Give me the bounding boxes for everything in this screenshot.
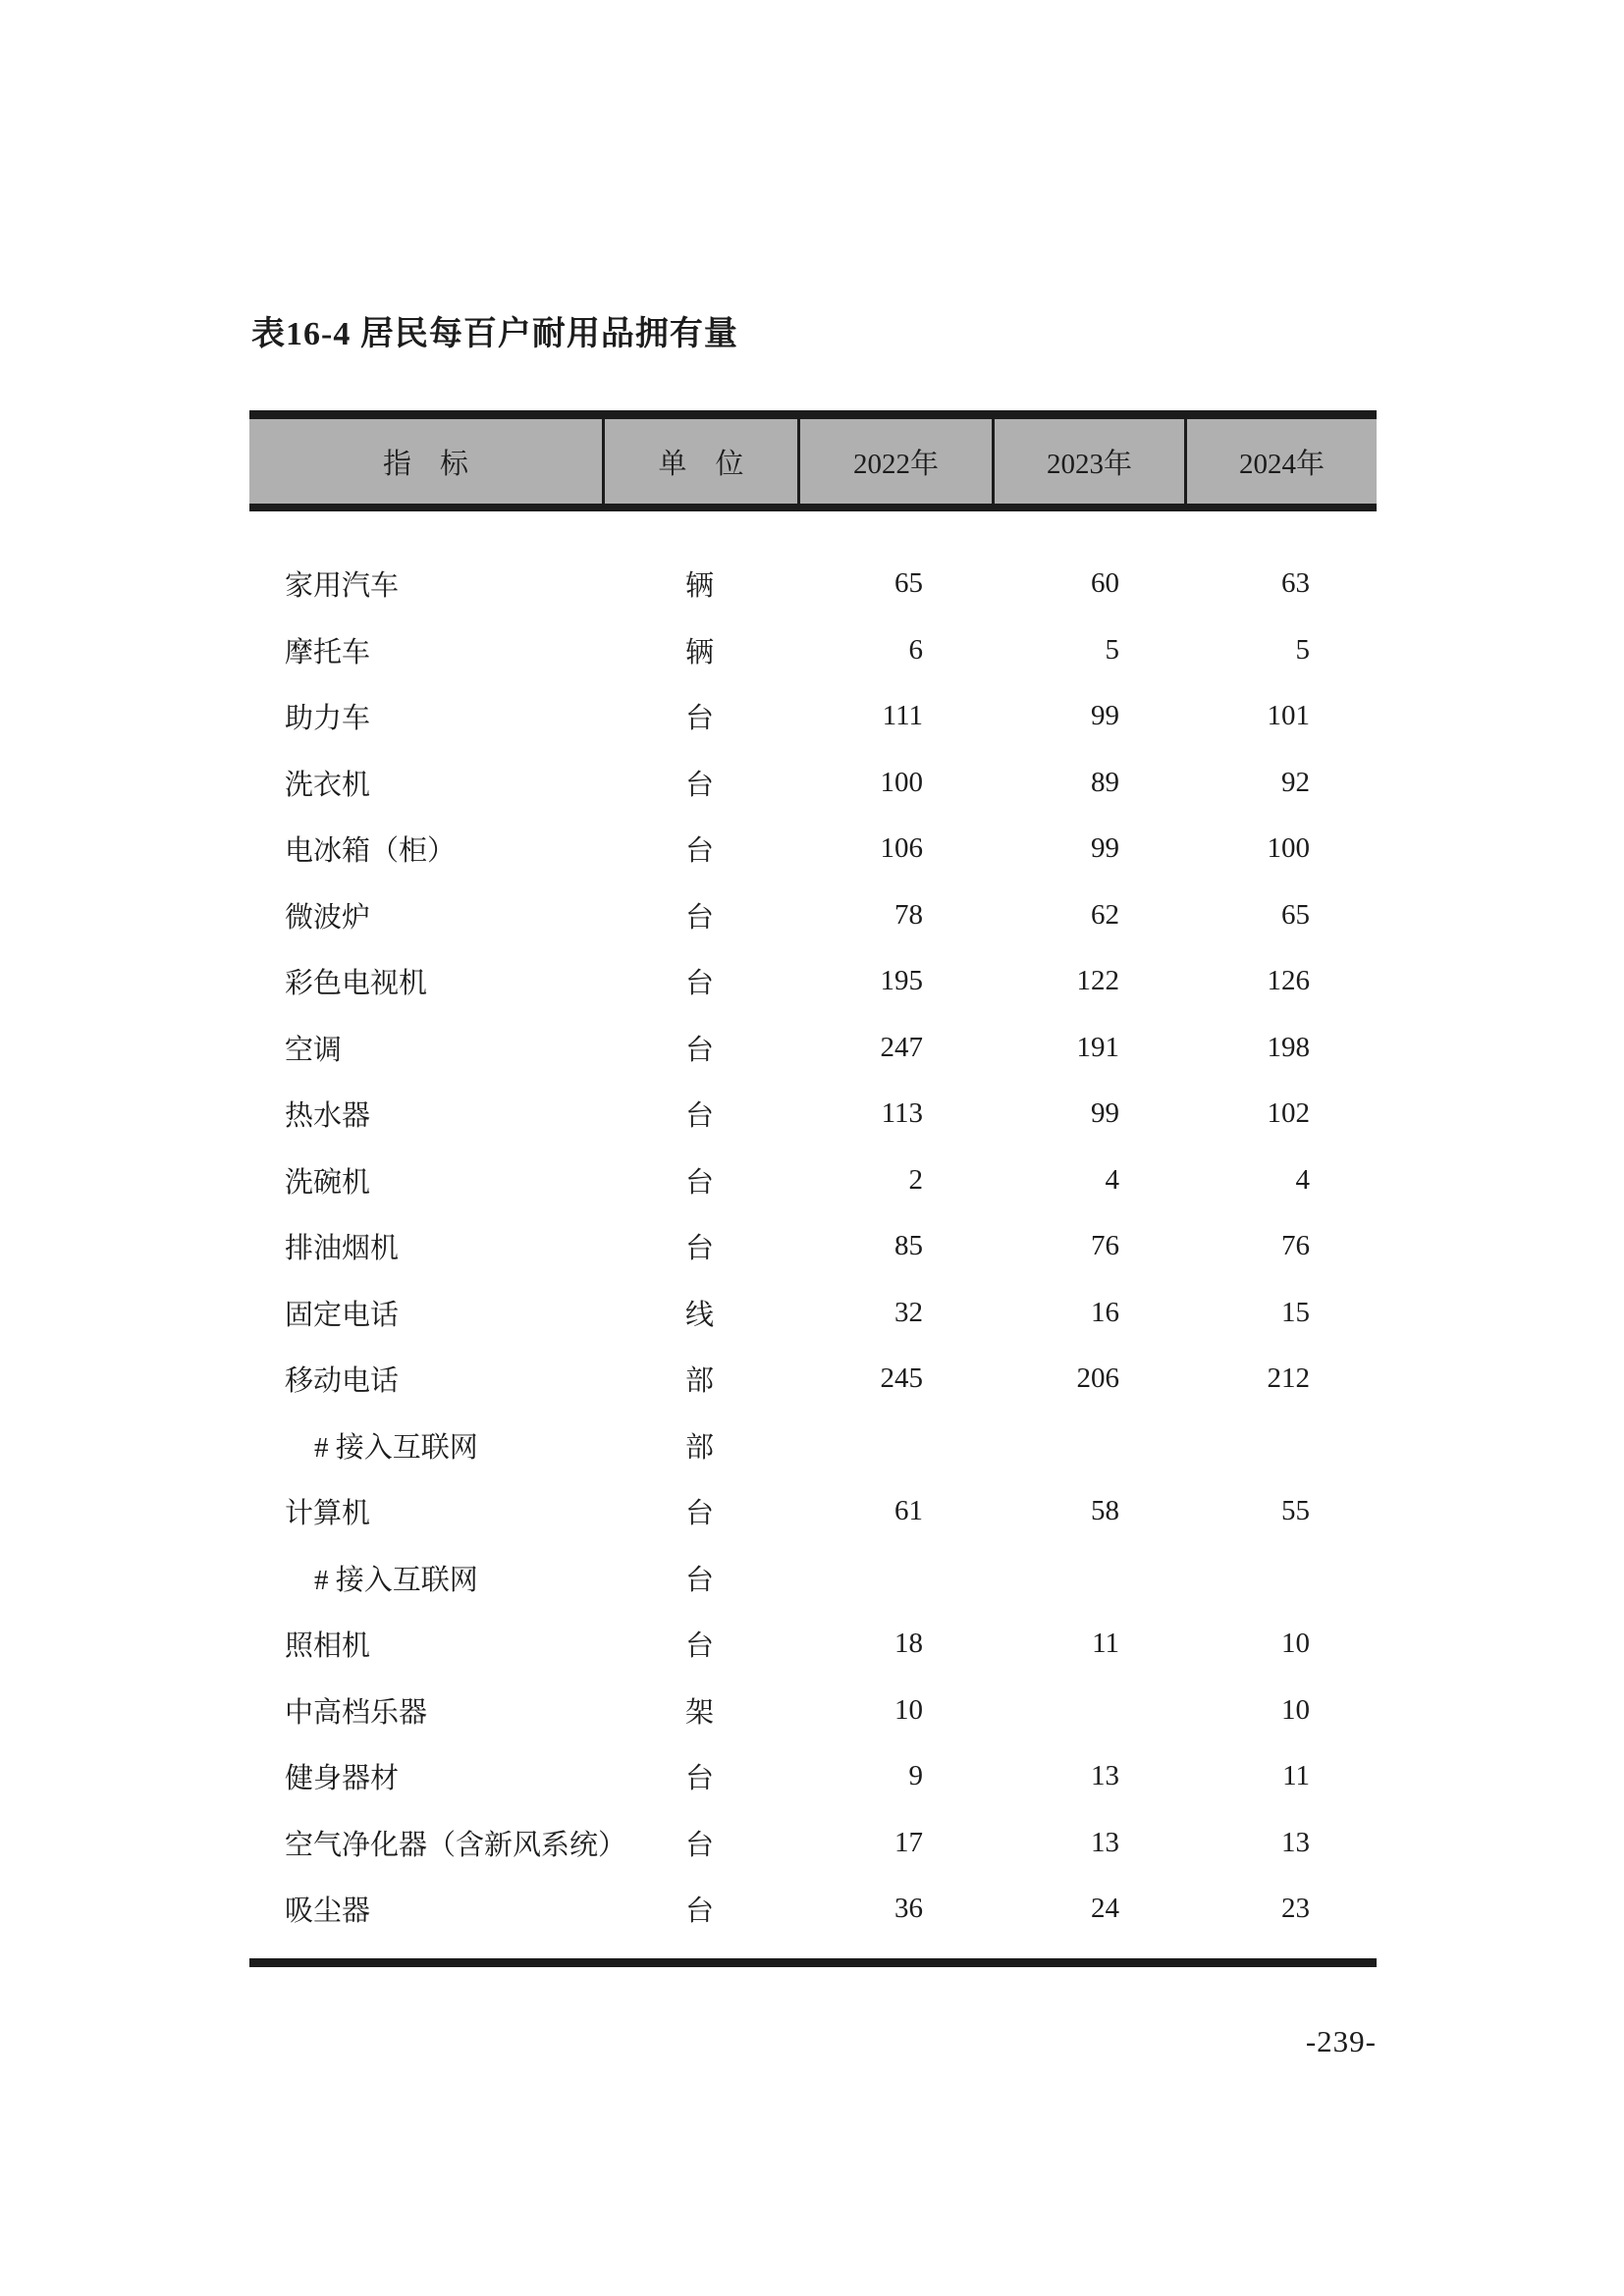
unit-cell: 部 [684, 1365, 714, 1398]
value-2023-cell: 76 [1091, 1230, 1119, 1262]
indicator-cell [249, 1823, 627, 1863]
value-2022-cell: 111 [882, 700, 923, 732]
indicator-label: # 接入互联网 [314, 1564, 478, 1596]
table-row [249, 1213, 1377, 1280]
unit-cell: 台 [684, 1630, 714, 1663]
unit-cell: 台 [684, 901, 714, 934]
table-row [249, 1810, 1377, 1877]
indicator-cell [249, 1160, 602, 1201]
indicator-label: 热水器 [285, 1100, 371, 1133]
value-2022-cell: 18 [894, 1628, 923, 1660]
value-2024-cell: 13 [1281, 1826, 1310, 1858]
indicator-cell [249, 1690, 602, 1731]
value-2022-cell: 85 [894, 1230, 923, 1262]
value-2022-cell: 10 [894, 1693, 923, 1726]
indicator-label: 吸尘器 [285, 1896, 371, 1928]
indicator-cell [249, 828, 602, 869]
value-2023-cell: 58 [1091, 1495, 1119, 1527]
indicator-cell [249, 1226, 602, 1266]
indicator-cell [249, 1094, 602, 1134]
indicator-cell [249, 1624, 602, 1664]
value-2024-cell: 76 [1281, 1230, 1310, 1262]
table-row [249, 1611, 1377, 1678]
indicator-cell [249, 1293, 602, 1333]
value-2024-cell: 63 [1281, 567, 1310, 600]
header-label-2023: 2023年 [1046, 448, 1132, 480]
unit-cell: 台 [684, 1498, 714, 1530]
indicator-cell [249, 895, 602, 935]
table-row [249, 1876, 1377, 1943]
value-2023-cell: 206 [1076, 1362, 1119, 1395]
table-top-rule [249, 410, 1377, 419]
indicator-label: 排油烟机 [285, 1233, 400, 1265]
value-2022-cell: 245 [880, 1362, 923, 1395]
table-row [249, 816, 1377, 882]
indicator-label: # 接入互联网 [314, 1431, 478, 1464]
indicator-label: 健身器材 [285, 1763, 400, 1795]
indicator-cell [249, 1491, 602, 1531]
unit-cell: 架 [684, 1696, 714, 1729]
header-label-indicator: 指 标 [382, 448, 468, 480]
indicator-label: 空气净化器（含新风系统） [285, 1829, 627, 1861]
durable-goods-table [249, 410, 1377, 1967]
value-2024-cell: 55 [1281, 1495, 1310, 1527]
unit-cell: 辆 [684, 636, 714, 668]
value-2024-cell: 23 [1281, 1893, 1310, 1925]
indicator-cell [249, 563, 602, 604]
indicator-cell [249, 1889, 602, 1929]
unit-cell: 台 [684, 1166, 714, 1199]
header-cell-2022 [797, 419, 992, 504]
value-2024-cell: 126 [1267, 965, 1310, 997]
value-2023-cell: 13 [1091, 1826, 1119, 1858]
value-2024-cell: 92 [1281, 766, 1310, 798]
value-2024-cell: 198 [1267, 1031, 1310, 1063]
value-2024-cell: 212 [1267, 1362, 1310, 1395]
table-body [249, 511, 1377, 1943]
unit-cell: 台 [684, 1100, 714, 1133]
table-row [249, 882, 1377, 949]
value-2024-cell: 65 [1281, 898, 1310, 931]
indicator-cell [249, 1558, 602, 1598]
indicator-cell [249, 696, 602, 736]
value-2023-cell: 11 [1092, 1628, 1119, 1660]
header-label-2022: 2022年 [852, 448, 939, 480]
unit-cell: 线 [684, 1299, 714, 1331]
value-2022-cell: 106 [880, 832, 923, 865]
table-row [249, 1148, 1377, 1214]
indicator-label: 空调 [285, 1034, 343, 1066]
table-row [249, 1081, 1377, 1148]
value-2022-cell: 2 [908, 1163, 923, 1196]
table-row [249, 1346, 1377, 1413]
unit-cell: 台 [684, 1034, 714, 1066]
indicator-label: 微波炉 [285, 901, 371, 934]
indicator-label: 照相机 [285, 1630, 371, 1663]
table-header-bottom-rule [249, 504, 1377, 511]
header-cell-2023 [992, 419, 1184, 504]
value-2024-cell: 101 [1267, 700, 1310, 732]
indicator-cell [249, 630, 602, 670]
value-2023-cell: 191 [1076, 1031, 1119, 1063]
indicator-label: 助力车 [285, 703, 371, 735]
value-2024-cell: 10 [1281, 1693, 1310, 1726]
indicator-cell [249, 763, 602, 803]
table-bottom-rule [249, 1958, 1377, 1967]
table-row [249, 948, 1377, 1015]
indicator-cell [249, 1425, 602, 1466]
table-row [249, 1280, 1377, 1347]
value-2023-cell: 99 [1091, 1097, 1119, 1130]
indicator-cell [249, 1359, 602, 1399]
unit-cell: 台 [684, 835, 714, 868]
indicator-label: 洗衣机 [285, 769, 371, 801]
indicator-label: 固定电话 [285, 1299, 400, 1331]
indicator-label: 家用汽车 [285, 570, 400, 603]
indicator-label: 中高档乐器 [285, 1696, 428, 1729]
value-2024-cell: 102 [1267, 1097, 1310, 1130]
value-2024-cell: 11 [1282, 1760, 1310, 1792]
value-2024-cell: 10 [1281, 1628, 1310, 1660]
value-2023-cell: 5 [1105, 633, 1119, 666]
table-row [249, 1478, 1377, 1545]
table-row [249, 1678, 1377, 1744]
table-row [249, 1545, 1377, 1612]
unit-cell: 台 [684, 1564, 714, 1596]
value-2024-cell: 15 [1281, 1296, 1310, 1328]
table-row [249, 551, 1377, 617]
header-label-2024: 2024年 [1238, 448, 1325, 480]
value-2022-cell: 61 [894, 1495, 923, 1527]
value-2022-cell: 17 [894, 1826, 923, 1858]
value-2022-cell: 113 [881, 1097, 923, 1130]
unit-cell: 辆 [684, 570, 714, 603]
unit-cell: 台 [684, 1829, 714, 1861]
value-2023-cell: 89 [1091, 766, 1119, 798]
indicator-label: 移动电话 [285, 1365, 400, 1398]
indicator-cell [249, 1756, 602, 1796]
value-2022-cell: 78 [894, 898, 923, 931]
value-2022-cell: 36 [894, 1893, 923, 1925]
value-2023-cell: 16 [1091, 1296, 1119, 1328]
value-2022-cell: 65 [894, 567, 923, 600]
unit-cell: 台 [684, 1233, 714, 1265]
indicator-cell [249, 961, 602, 1001]
unit-cell: 台 [684, 1763, 714, 1795]
unit-cell: 台 [684, 1896, 714, 1928]
value-2022-cell: 195 [880, 965, 923, 997]
value-2022-cell: 100 [880, 766, 923, 798]
table-row [249, 1413, 1377, 1479]
value-2023-cell: 122 [1076, 965, 1119, 997]
indicator-label: 电冰箱（柜） [285, 835, 457, 868]
value-2022-cell: 247 [880, 1031, 923, 1063]
indicator-label: 计算机 [285, 1498, 371, 1530]
indicator-cell [249, 1028, 602, 1068]
indicator-label: 摩托车 [285, 636, 371, 668]
value-2024-cell: 4 [1295, 1163, 1310, 1196]
indicator-label: 彩色电视机 [285, 968, 428, 1000]
table-row [249, 750, 1377, 817]
value-2023-cell: 4 [1105, 1163, 1119, 1196]
value-2023-cell: 24 [1091, 1893, 1119, 1925]
value-2023-cell: 99 [1091, 700, 1119, 732]
unit-cell: 台 [684, 968, 714, 1000]
page-number: -239- [1305, 2024, 1377, 2058]
indicator-label: 洗碗机 [285, 1166, 371, 1199]
unit-cell: 台 [684, 703, 714, 735]
unit-cell: 台 [684, 769, 714, 801]
value-2024-cell: 100 [1267, 832, 1310, 865]
value-2023-cell: 60 [1091, 567, 1119, 600]
header-cell-indicator [249, 419, 602, 504]
table-row [249, 1743, 1377, 1810]
value-2023-cell: 13 [1091, 1760, 1119, 1792]
table-header-row [249, 419, 1377, 504]
value-2023-cell: 62 [1091, 898, 1119, 931]
table-title: 表16-4 居民每百户耐用品拥有量 [251, 316, 738, 352]
value-2022-cell: 6 [908, 633, 923, 666]
header-cell-2024 [1184, 419, 1377, 504]
value-2023-cell: 99 [1091, 832, 1119, 865]
table-row [249, 617, 1377, 684]
value-2022-cell: 32 [894, 1296, 923, 1328]
value-2022-cell: 9 [908, 1760, 923, 1792]
unit-cell: 部 [684, 1431, 714, 1464]
table-row [249, 683, 1377, 750]
header-label-unit: 单 位 [658, 448, 744, 480]
table-row [249, 1015, 1377, 1082]
header-cell-unit [602, 419, 797, 504]
value-2024-cell: 5 [1295, 633, 1310, 666]
